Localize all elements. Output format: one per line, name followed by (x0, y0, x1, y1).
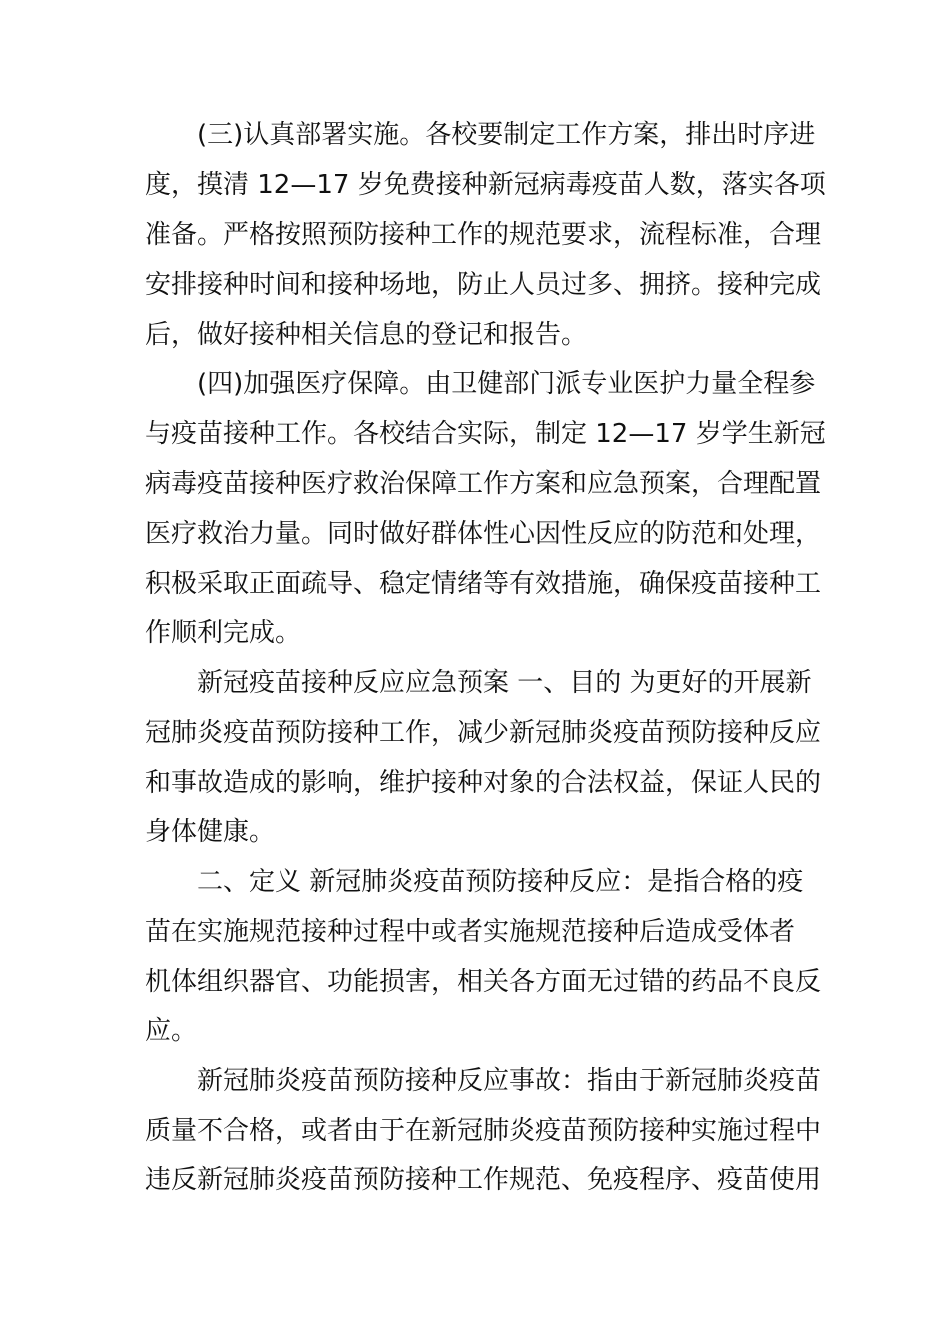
text-line: 新冠疫苗接种反应应急预案 一、目的 为更好的开展新 (197, 668, 812, 698)
text-line: 质量不合格，或者由于在新冠肺炎疫苗预防接种实施过程中 (145, 1116, 822, 1146)
text-line: 安排接种时间和接种场地，防止人员过多、拥挤。接种完成 (145, 270, 822, 300)
text-line: 与疫苗接种工作。各校结合实际，制定 12—17 岁学生新冠 (145, 419, 826, 449)
text-line: 冠肺炎疫苗预防接种工作，减少新冠肺炎疫苗预防接种反应 (145, 718, 822, 748)
text-line: 病毒疫苗接种医疗救治保障工作方案和应急预案，合理配置 (145, 469, 822, 499)
text-line: 准备。严格按照预防接种工作的规范要求，流程标准，合理 (145, 220, 822, 250)
text-line: 二、定义 新冠肺炎疫苗预防接种反应：是指合格的疫 (197, 867, 804, 897)
text-line: (四)加强医疗保障。由卫健部门派专业医护力量全程参 (197, 369, 816, 399)
text-line: 度，摸清 12—17 岁免费接种新冠病毒疫苗人数，落实各项 (145, 170, 826, 200)
text-line: 身体健康。 (145, 817, 276, 847)
text-line: 积极采取正面疏导、稳定情绪等有效措施，确保疫苗接种工 (145, 569, 822, 599)
text-line: 机体组织器官、功能损害，相关各方面无过错的药品不良反 (145, 967, 822, 997)
text-line: 和事故造成的影响，维护接种对象的合法权益，保证人民的 (145, 768, 822, 798)
text-line: 新冠肺炎疫苗预防接种反应事故：指由于新冠肺炎疫苗 (197, 1066, 822, 1096)
text-line: (三)认真部署实施。各校要制定工作方案，排出时序进 (197, 120, 816, 150)
text-line: 应。 (145, 1016, 198, 1046)
text-line: 苗在实施规范接种过程中或者实施规范接种后造成受体者 (145, 917, 796, 947)
text-line: 作顺利完成。 (145, 618, 302, 648)
text-line: 后，做好接种相关信息的登记和报告。 (145, 320, 588, 350)
text-line: 违反新冠肺炎疫苗预防接种工作规范、免疫程序、疫苗使用 (145, 1165, 822, 1195)
text-line: 医疗救治力量。同时做好群体性心因性反应的防范和处理， (145, 519, 822, 549)
